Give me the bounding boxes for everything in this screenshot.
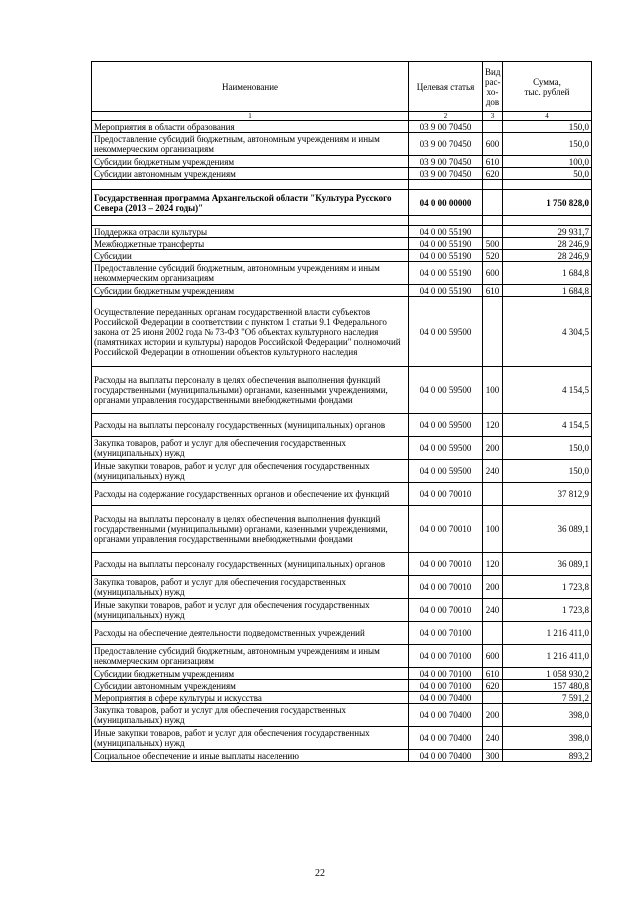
row-code: 03 9 00 70450 [409,121,483,133]
row-sum: 893,2 [503,750,592,762]
row-type: 500 [483,238,503,250]
blank-cell [483,216,503,226]
row-name: Субсидии бюджетным учреждениям [92,285,409,297]
row-sum: 1 684,8 [503,285,592,297]
table-row [92,750,592,762]
row-name: Закупка товаров, работ и услуг для обеспечения государственных (муниципальных) нужд [92,437,409,460]
table-row [92,645,592,668]
table-row [92,553,592,576]
row-code: 04 0 00 70010 [409,576,483,599]
header-sum-line: Сумма, [533,76,561,87]
table-row [92,367,592,414]
row-sum: 150,0 [503,133,592,156]
row-code: 03 9 00 70450 [409,168,483,180]
row-type: 520 [483,250,503,262]
header-name: Наименование [92,62,409,112]
blank-cell [92,180,409,190]
row-code: 04 0 00 70400 [409,750,483,762]
table-row [92,668,592,680]
row-code: 04 0 00 70010 [409,483,483,506]
row-type: 240 [483,460,503,483]
row-type [483,622,503,645]
row-sum: 398,0 [503,727,592,750]
blank-cell [92,216,409,226]
row-type: 600 [483,133,503,156]
row-type [483,190,503,216]
row-code: 03 9 00 70450 [409,133,483,156]
row-name: Поддержка отрасли культуры [92,226,409,238]
row-sum: 150,0 [503,437,592,460]
row-name: Государственная программа Архангельской области "Культура Русского Севера (2013 – 2024 годы)" [92,190,409,216]
row-type: 600 [483,645,503,668]
row-code: 04 0 00 55190 [409,262,483,285]
row-name: Расходы на выплаты персоналу в целях обеспечения выполнения функций государственными (муниципальными) органами, казенными учреждениями, органами управления государственными внебюджетными фондами [92,506,409,553]
row-code: 04 0 00 59500 [409,297,483,367]
row-code: 04 0 00 59500 [409,460,483,483]
row-code: 04 0 00 59500 [409,414,483,437]
budget-table [91,61,592,762]
row-name: Мероприятия в сфере культуры и искусства [92,692,409,704]
row-name: Субсидии бюджетным учреждениям [92,668,409,680]
table-row [92,133,592,156]
blank-cell [483,180,503,190]
row-sum: 28 246,9 [503,238,592,250]
header-code: Целевая статья [409,62,483,112]
blank-cell [503,216,592,226]
row-name: Расходы на обеспечение деятельности подведомственных учреждений [92,622,409,645]
row-type [483,226,503,238]
col-number: 3 [483,112,503,121]
row-code: 04 0 00 70100 [409,680,483,692]
row-name: Предоставление субсидий бюджетным, автономным учреждениям и иным некоммерческим организациям [92,645,409,668]
row-sum: 1 216 411,0 [503,622,592,645]
table-row [92,460,592,483]
blank-row [92,216,592,226]
row-type: 610 [483,668,503,680]
row-sum: 1 058 930,2 [503,668,592,680]
table-row [92,599,592,622]
row-type [483,692,503,704]
row-code: 03 9 00 70450 [409,156,483,168]
row-type [483,483,503,506]
row-sum: 37 812,9 [503,483,592,506]
blank-cell [409,180,483,190]
row-name: Предоставление субсидий бюджетным, автономным учреждениям и иным некоммерческим организациям [92,262,409,285]
row-type: 240 [483,727,503,750]
program-row [92,190,592,216]
row-code: 04 0 00 55190 [409,250,483,262]
row-sum: 150,0 [503,121,592,133]
row-code: 04 0 00 70010 [409,553,483,576]
row-type: 600 [483,262,503,285]
row-name: Закупка товаров, работ и услуг для обеспечения государственных (муниципальных) нужд [92,576,409,599]
row-name: Иные закупки товаров, работ и услуг для обеспечения государственных (муниципальных) нужд [92,727,409,750]
row-sum: 36 089,1 [503,506,592,553]
table-row [92,692,592,704]
row-type: 620 [483,168,503,180]
row-code: 04 0 00 70100 [409,645,483,668]
page-number: 22 [315,868,325,879]
row-name: Субсидии автономным учреждениям [92,168,409,180]
row-name: Субсидии автономным учреждениям [92,680,409,692]
table-row [92,262,592,285]
table-row [92,238,592,250]
table-row [92,680,592,692]
blank-row [92,180,592,190]
header-sum [503,62,592,112]
row-name: Расходы на выплаты персоналу в целях обеспечения выполнения функций государственными (муниципальными) органами, казенными учреждениями, органами управления государственными внебюджетными фондами [92,367,409,414]
table-row [92,414,592,437]
row-code: 04 0 00 70010 [409,599,483,622]
row-name: Мероприятия в области образования [92,121,409,133]
row-name: Осуществление переданных органам государственной власти субъектов Российской Федерации в соответствии с пунктом 1 статьи 9.1 Федерального закона от 25 июня 2002 года № 73-ФЗ "Об объектах культурного наследия (памятниках истории и культуры) народов Российской Федерации" полномочий Российской Федерации в отношении объектов культурного наследия [92,297,409,367]
row-sum: 100,0 [503,156,592,168]
row-type: 620 [483,680,503,692]
row-type: 300 [483,750,503,762]
row-sum: 50,0 [503,168,592,180]
row-name: Расходы на выплаты персоналу государственных (муниципальных) органов [92,414,409,437]
row-type: 200 [483,437,503,460]
row-sum: 1 750 828,0 [503,190,592,216]
column-number-row [92,112,592,121]
row-sum: 29 931,7 [503,226,592,238]
row-sum: 4 154,5 [503,367,592,414]
row-sum: 150,0 [503,460,592,483]
row-sum: 1 216 411,0 [503,645,592,668]
table-row [92,297,592,367]
row-type: 100 [483,506,503,553]
table-row [92,727,592,750]
row-sum: 4 304,5 [503,297,592,367]
blank-cell [409,216,483,226]
row-type: 200 [483,576,503,599]
row-name: Иные закупки товаров, работ и услуг для обеспечения государственных (муниципальных) нужд [92,599,409,622]
header-type-line: хо- [486,86,499,97]
table-row [92,168,592,180]
row-name: Межбюджетные трансферты [92,238,409,250]
row-sum: 7 591,2 [503,692,592,704]
table-row [92,250,592,262]
header-type-line: Вид [485,66,501,77]
row-type: 610 [483,156,503,168]
row-name: Субсидии бюджетным учреждениям [92,156,409,168]
row-code: 04 0 00 70100 [409,622,483,645]
table-row [92,704,592,727]
blank-cell [503,180,592,190]
row-name: Социальное обеспечение и иные выплаты населению [92,750,409,762]
header-type-line: рас- [485,76,501,87]
table-row [92,622,592,645]
header-sum-line: тыс. рублей [524,86,570,97]
row-sum: 1 723,8 [503,576,592,599]
row-code: 04 0 00 70010 [409,506,483,553]
row-sum: 398,0 [503,704,592,727]
col-number: 1 [92,112,409,121]
row-type: 610 [483,285,503,297]
row-name: Предоставление субсидий бюджетным, автономным учреждениям и иным некоммерческим организациям [92,133,409,156]
row-code: 04 0 00 55190 [409,226,483,238]
table-row [92,506,592,553]
col-number: 4 [503,112,592,121]
row-code: 04 0 00 55190 [409,285,483,297]
table-row [92,285,592,297]
row-code: 04 0 00 55190 [409,238,483,250]
row-type: 240 [483,599,503,622]
row-sum: 4 154,5 [503,414,592,437]
table-row [92,437,592,460]
row-code: 04 0 00 70100 [409,668,483,680]
row-type [483,121,503,133]
row-name: Расходы на выплаты персоналу государственных (муниципальных) органов [92,553,409,576]
row-code: 04 0 00 70400 [409,692,483,704]
row-type: 200 [483,704,503,727]
row-name: Иные закупки товаров, работ и услуг для обеспечения государственных (муниципальных) нужд [92,460,409,483]
row-sum: 1 723,8 [503,599,592,622]
table-row [92,576,592,599]
table-row [92,156,592,168]
row-sum: 1 684,8 [503,262,592,285]
row-code: 04 0 00 70400 [409,727,483,750]
header-type [483,62,503,112]
header-type-line: дов [485,96,500,107]
row-sum: 28 246,9 [503,250,592,262]
row-type: 100 [483,367,503,414]
row-code: 04 0 00 70400 [409,704,483,727]
row-code: 04 0 00 00000 [409,190,483,216]
table-row [92,121,592,133]
row-name: Закупка товаров, работ и услуг для обеспечения государственных (муниципальных) нужд [92,704,409,727]
row-sum: 36 089,1 [503,553,592,576]
table-row [92,226,592,238]
row-code: 04 0 00 59500 [409,367,483,414]
row-name: Субсидии [92,250,409,262]
table-header-row [92,62,592,112]
row-code: 04 0 00 59500 [409,437,483,460]
row-sum: 157 480,8 [503,680,592,692]
row-type [483,297,503,367]
row-name: Расходы на содержание государственных органов и обеспечение их функций [92,483,409,506]
row-type: 120 [483,414,503,437]
col-number: 2 [409,112,483,121]
row-type: 120 [483,553,503,576]
table-row [92,483,592,506]
table-body [92,121,592,762]
